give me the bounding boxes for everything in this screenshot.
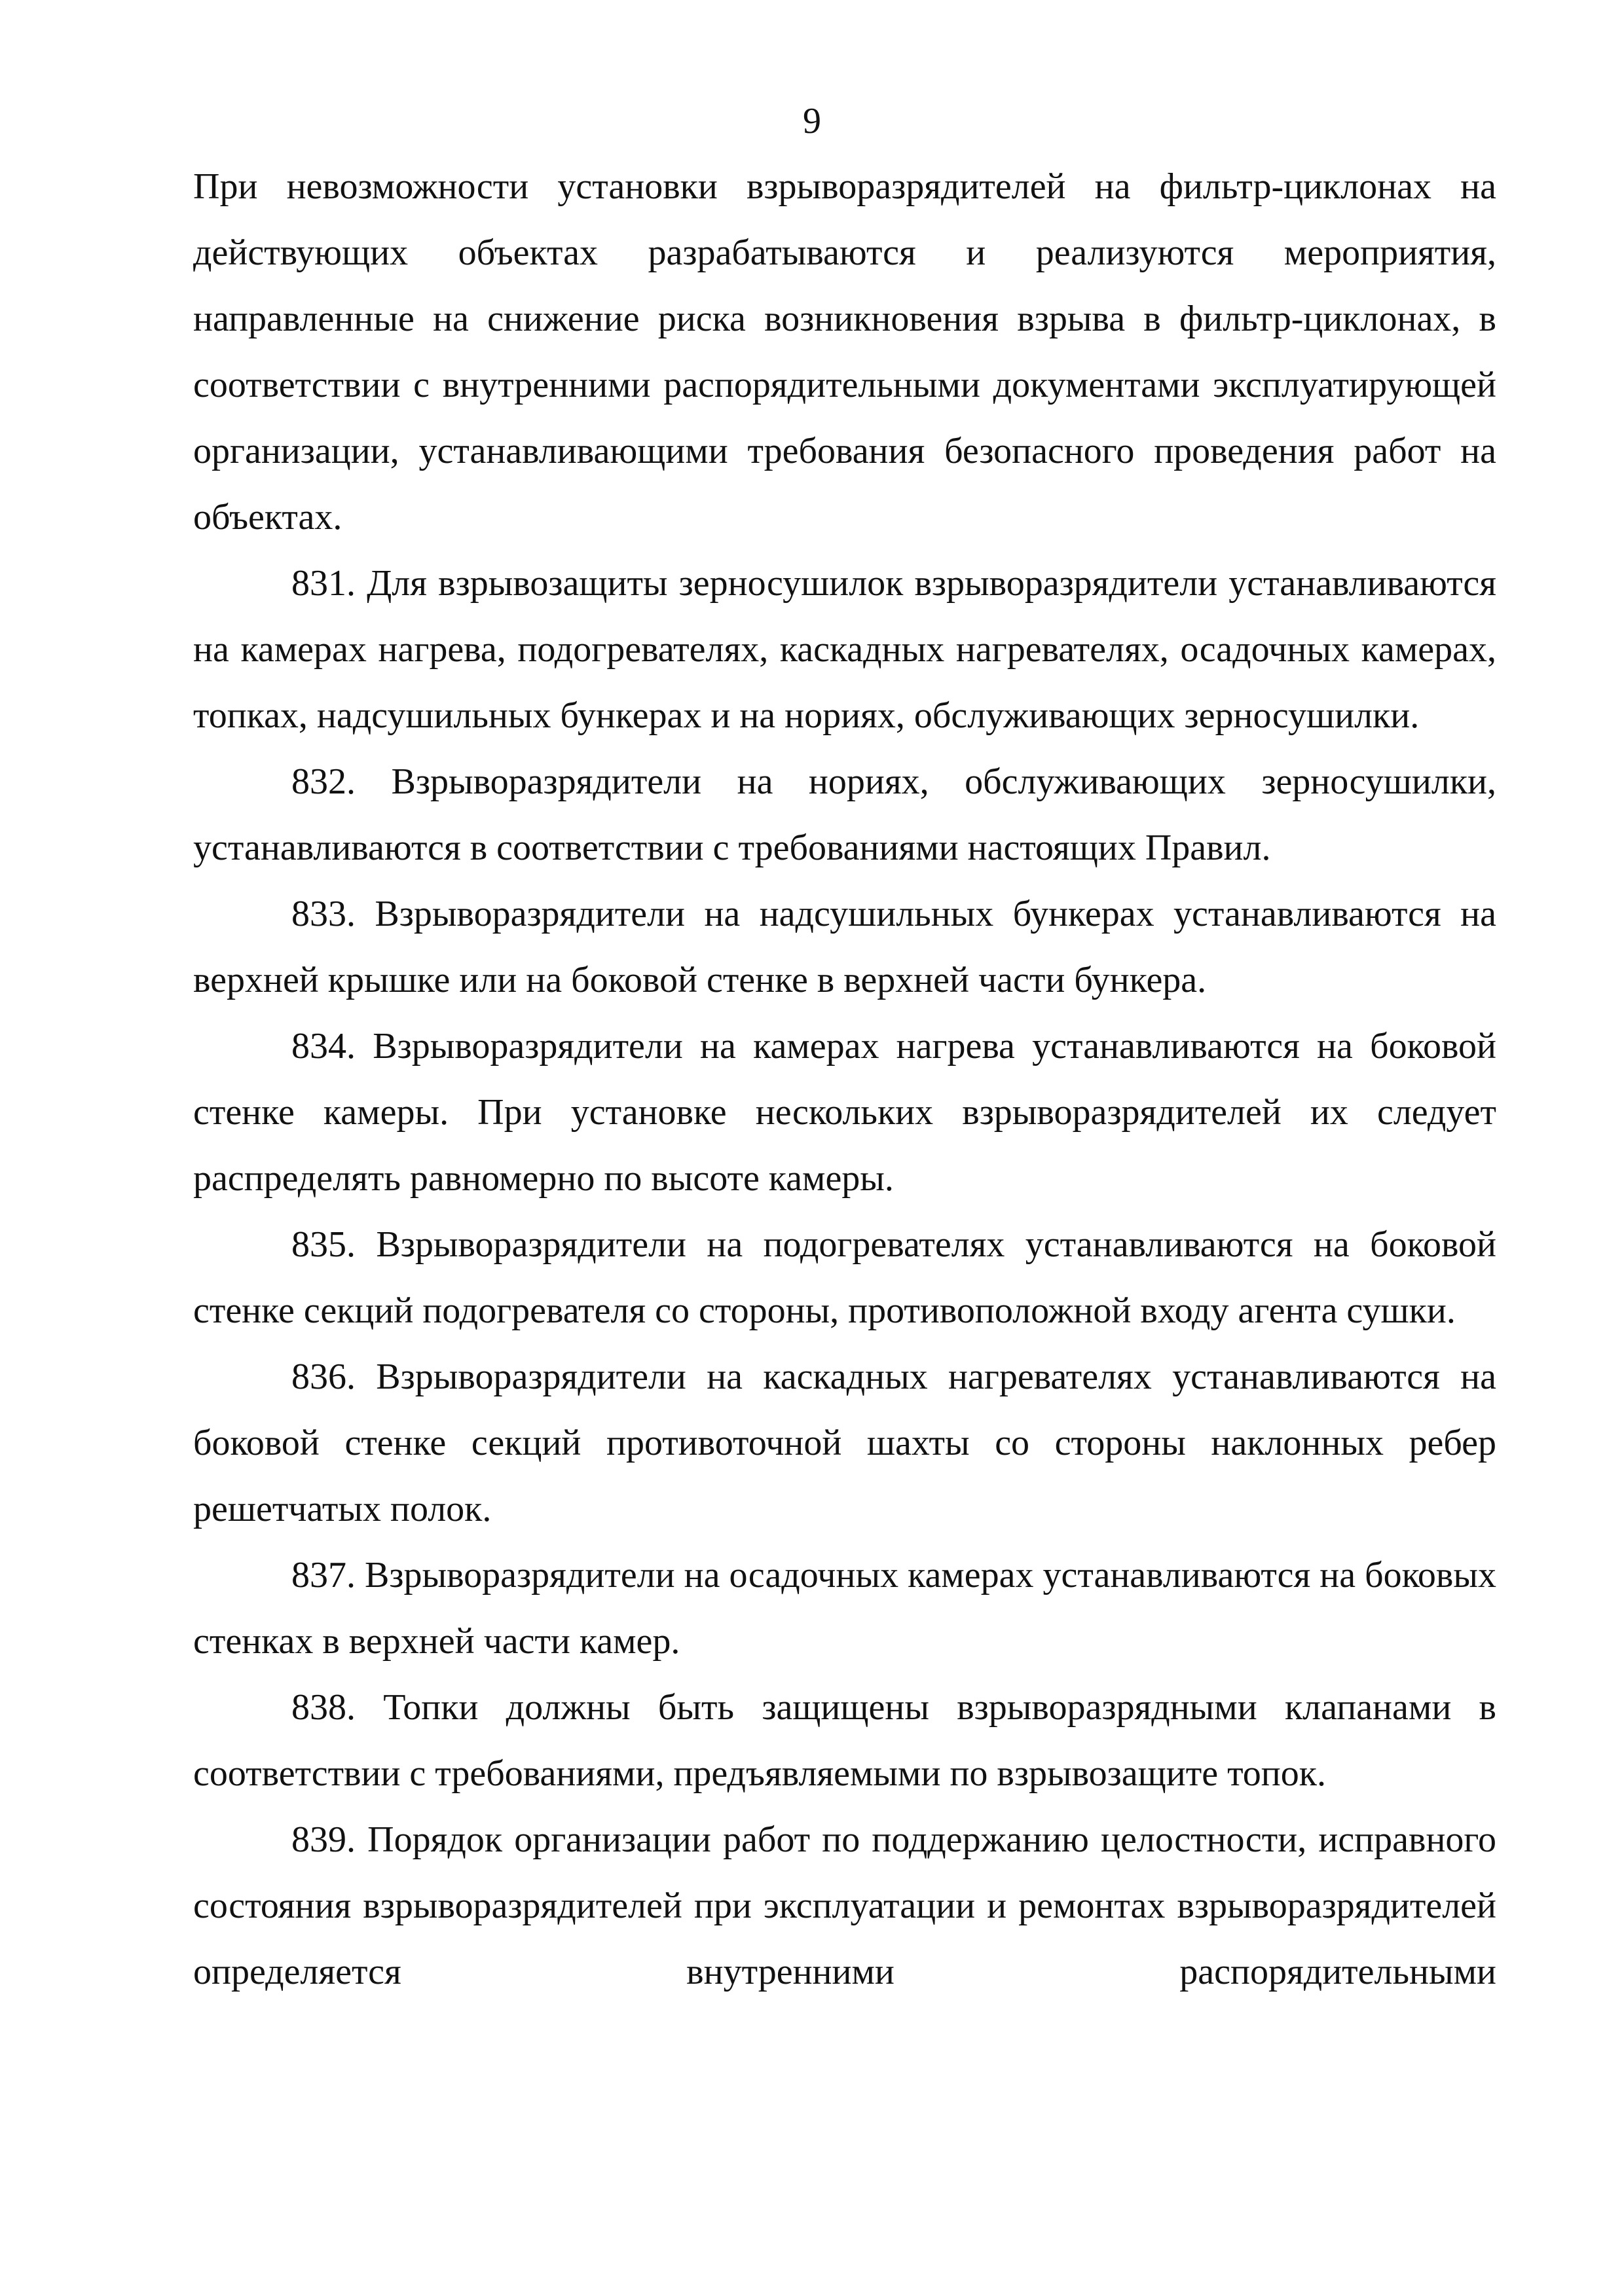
paragraph-837: 837. Взрыворазрядители на осадочных камерах устанавливаются на боковых стенках в верхней части камер. — [193, 1555, 1496, 1662]
paragraph-intro: При невозможности установки взрыворазрядителей на фильтр-циклонах на действующих объектах разрабатываются и реализуются мероприятия, направленные на снижение риска возникновения взрыва в фильтр-циклонах, в соответствии с внутренними распорядительными документами эксплуатирующей организации, устанавливающими требования безопасного проведения работ на объектах. — [193, 166, 1496, 538]
paragraph-839: 839. Порядок организации работ по поддержанию целостности, исправного состояния взрыворазрядителей при эксплуатации и ремонтах взрыворазрядителей определяется внутренними распорядительными — [193, 1819, 1496, 1992]
paragraph-833: 833. Взрыворазрядители на надсушильных бункерах устанавливаются на верхней крышке или на боковой стенке в верхней части бункера. — [193, 894, 1496, 1000]
paragraph-832: 832. Взрыворазрядители на нориях, обслуживающих зерносушилки, устанавливаются в соответствии с требованиями настоящих Правил. — [193, 761, 1496, 868]
paragraph-838: 838. Топки должны быть защищены взрыворазрядными клапанами в соответствии с требованиями, предъявляемыми по взрывозащите топок. — [193, 1687, 1496, 1794]
paragraph-835: 835. Взрыворазрядители на подогревателях устанавливаются на боковой стенке секций подогревателя со стороны, противоположной входу агента сушки. — [193, 1224, 1496, 1331]
paragraph-834: 834. Взрыворазрядители на камерах нагрева устанавливаются на боковой стенке камеры. При установке нескольких взрыворазрядителей их следует распределять равномерно по высоте камеры. — [193, 1026, 1496, 1199]
paragraph-831: 831. Для взрывозащиты зерносушилок взрыворазрядители устанавливаются на камерах нагрева, подогревателях, каскадных нагревателях, осадочных камерах, топках, надсушильных бункерах и на нориях, обслуживающих зерносушилки. — [193, 563, 1496, 736]
paragraph-836: 836. Взрыворазрядители на каскадных нагревателях устанавливаются на боковой стенке секций противоточной шахты со стороны наклонных ребер решетчатых полок. — [193, 1357, 1496, 1529]
page-number: 9 — [803, 101, 821, 141]
document-body — [193, 154, 1496, 2005]
